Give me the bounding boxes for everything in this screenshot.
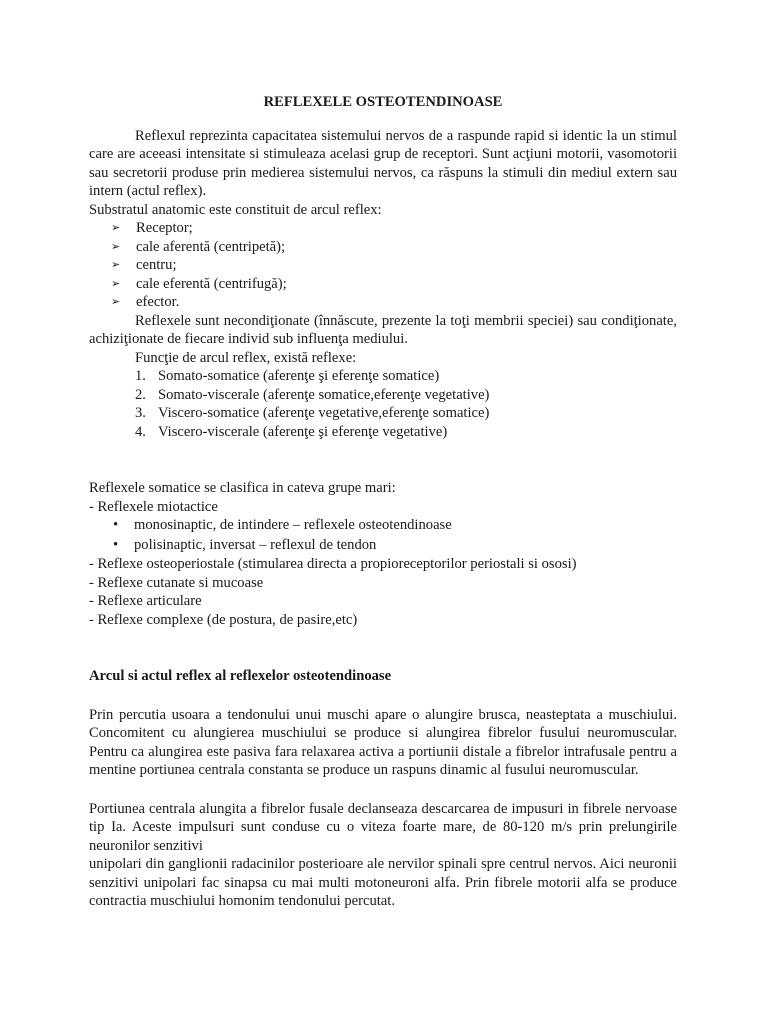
section-heading: Arcul si actul reflex al reflexelor osteotendinoase <box>89 668 392 684</box>
list-item: • monosinaptic, de intindere – reflexele osteotendinoase <box>113 517 452 533</box>
arrow-bullet-icon: ➢ <box>111 221 121 234</box>
list-item: 1. Somato-somatice (aferenţe şi eferenţe somatice) <box>135 368 440 384</box>
arrow-bullet-icon: ➢ <box>111 258 121 271</box>
myotatic-line: - Reflexele miotactice <box>89 498 218 515</box>
substrate-line: Substratul anatomic este constituit de arcul reflex: <box>89 201 382 218</box>
central-paragraph: Portiunea centrala alungita a fibrelor fusale declanseaza descarcarea de impusuri in fibrele nervoase tip Ia. Aceste impulsuri sunt conduse cu o viteza foarte mare, de 80-120 m/s prin prelungirile neuronilor senzitivi <box>89 800 677 854</box>
reflex-group-line: - Reflexe cutanate si mucoase <box>89 574 264 591</box>
arrow-bullet-icon: ➢ <box>111 295 121 308</box>
list-item: ➢ centru; <box>111 257 177 273</box>
arrow-bullet-icon: ➢ <box>111 239 121 253</box>
percussion-paragraph: Prin percutia usoara a tendonului unui muschi apare o alungire brusca, neasteptata a muschiului. Concomitent cu alungierea muschiului se produce si alungirea fibrelor fusului neuromuscular. Pentru ca alungirea este pasiva fara relaxarea activa a portiunii distale a fibrelor intrafusale pentru a mentine portiunea centrala constanta se produce un raspuns dinamic al fusului neuromuscular. <box>89 706 677 778</box>
document-page <box>89 93 677 911</box>
spacer <box>89 686 677 706</box>
bullet-icon: • <box>113 536 119 553</box>
unipolar-paragraph: unipolari din ganglionii radacinilor posterioare ale nervilor spinali spre centrul nervos. Aici neuronii senzitivi unipolari fac sinapsa cu mai multi motoneuroni alfa. Prin fibrele motorii alfa se produce contractia muschiului homonim tendonului percutat. <box>89 856 677 909</box>
spacer <box>89 441 677 479</box>
reflex-group-line: - Reflexe articulare <box>89 593 202 609</box>
function-intro: Funcţie de arcul reflex, există reflexe: <box>135 349 357 366</box>
reflex-arc-list <box>89 219 677 312</box>
list-item: 3. Viscero-somatice (aferenţe vegetative,eferenţe somatice) <box>135 405 490 421</box>
reflex-group-line: - Reflexe osteoperiostale (stimularea directa a propioreceptorilor periostali si ososi) <box>89 556 577 572</box>
reflex-group-line: - Reflexe complexe (de postura, de pasire,etc) <box>89 611 358 628</box>
list-item: • polisinaptic, inversat – reflexul de tendon <box>113 536 377 553</box>
myotatic-list <box>89 516 677 554</box>
spacer <box>89 629 677 667</box>
arrow-bullet-icon: ➢ <box>111 276 121 290</box>
somatic-intro: Reflexele somatice se clasifica in cateva grupe mari: <box>89 480 396 496</box>
list-item: 4. Viscero-viscerale (aferenţe şi eferenţe vegetative) <box>135 423 448 440</box>
document-title: REFLEXELE OSTEOTENDINOASE <box>263 94 503 110</box>
list-item: ➢ efector. <box>111 294 180 310</box>
intro-paragraph: Reflexul reprezinta capacitatea sistemului nervos de a raspunde rapid si identic la un stimul care are aceeasi intensitate si stimuleaza acelasi grup de receptori. Sunt acţiuni motorii, vasomotorii sau secretorii produse prin medierea sistemului nervos, ca răspuns la stimuli din mediul extern sau intern (actul reflex). <box>89 127 677 199</box>
spacer <box>89 780 677 800</box>
bullet-icon: • <box>113 517 119 533</box>
list-item: ➢ cale eferentă (centrifugă); <box>111 275 287 292</box>
unconditioned-paragraph: Reflexele sunt necondiţionate (înnăscute, prezente la toţi membrii speciei) sau condiţionate, achiziţionate de fiecare individ sub influenţa mediului. <box>89 312 677 347</box>
list-item: 2. Somato-viscerale (aferenţe somatice,eferenţe vegetative) <box>135 386 490 403</box>
list-item: ➢ cale aferentă (centripetă); <box>111 238 286 255</box>
reflex-types-list <box>89 367 677 441</box>
list-item: ➢ Receptor; <box>111 220 193 236</box>
